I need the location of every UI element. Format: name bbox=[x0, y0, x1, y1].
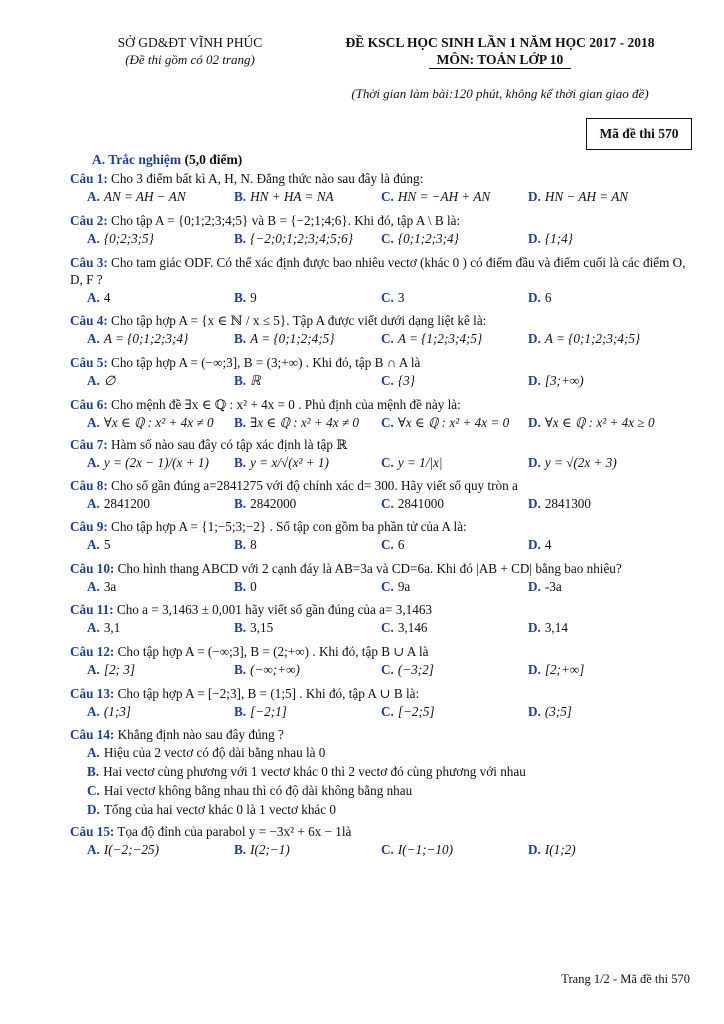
option-letter: B. bbox=[234, 189, 247, 204]
option-text: A = {0;1;2;3;4;5} bbox=[544, 331, 641, 346]
option-letter: C. bbox=[381, 455, 394, 470]
question-label: Câu 3: bbox=[70, 255, 108, 270]
option-text: y = (2x − 1)/(x + 1) bbox=[103, 455, 209, 470]
option-text: 6 bbox=[544, 290, 552, 305]
option-letter: D. bbox=[528, 579, 541, 594]
option-text: A = {0;1;2;4;5} bbox=[250, 331, 335, 346]
option-text: {0;1;2;3;4} bbox=[397, 231, 459, 246]
answer-option-a bbox=[87, 413, 234, 432]
question-stem bbox=[70, 685, 692, 702]
question-stem bbox=[70, 823, 692, 840]
question-2 bbox=[70, 212, 692, 248]
question-14 bbox=[70, 726, 692, 819]
option-letter: D. bbox=[528, 842, 541, 857]
answer-option-c bbox=[381, 535, 528, 554]
answer-option-b bbox=[234, 413, 381, 432]
question-stem bbox=[70, 396, 692, 413]
answer-options bbox=[70, 187, 692, 206]
option-text: [3;+∞) bbox=[544, 373, 584, 388]
option-letter: A. bbox=[87, 331, 100, 346]
question-label: Câu 1: bbox=[70, 171, 108, 186]
option-text: HN − AH = AN bbox=[544, 189, 629, 204]
answer-option-a bbox=[87, 577, 234, 596]
question-label: Câu 4: bbox=[70, 313, 108, 328]
option-text: 9a bbox=[397, 579, 411, 594]
option-text: ∃x ∈ ℚ : x² + 4x ≠ 0 bbox=[250, 415, 359, 430]
question-text: Cho tập hợp A = (−∞;3], B = (3;+∞) . Khi đó, tập B ∩ A là bbox=[107, 355, 421, 370]
question-text: Cho tập hợp A = [−2;3], B = (1;5] . Khi đó, tập A ∪ B là: bbox=[114, 686, 420, 701]
option-text: [−2;5] bbox=[397, 704, 435, 719]
option-text: ∀x ∈ ℚ : x² + 4x ≠ 0 bbox=[103, 415, 214, 430]
option-letter: C. bbox=[381, 331, 394, 346]
answer-options bbox=[70, 840, 692, 859]
question-12 bbox=[70, 643, 692, 679]
option-letter: D. bbox=[528, 455, 541, 470]
answer-option-a bbox=[87, 702, 234, 721]
option-text: I(−1;−10) bbox=[397, 842, 453, 857]
option-text: 5 bbox=[103, 537, 111, 552]
answer-option-a bbox=[87, 187, 234, 206]
answer-options bbox=[70, 743, 692, 819]
option-text: Tổng của hai vectơ khác 0 là 1 vectơ khác 0 bbox=[103, 802, 337, 817]
answer-options bbox=[70, 371, 692, 390]
option-text: 0 bbox=[250, 579, 257, 594]
option-text: A = {1;2;3;4;5} bbox=[397, 331, 483, 346]
option-letter: B. bbox=[234, 415, 247, 430]
answer-option-a bbox=[87, 618, 234, 637]
answer-option-d bbox=[528, 577, 675, 596]
option-letter: B. bbox=[234, 842, 247, 857]
option-letter: D. bbox=[528, 231, 541, 246]
answer-option-b bbox=[234, 288, 381, 307]
question-stem bbox=[70, 254, 692, 288]
question-3 bbox=[70, 254, 692, 307]
question-stem bbox=[70, 477, 692, 494]
answer-option-d bbox=[528, 535, 675, 554]
option-text: 3,14 bbox=[544, 620, 568, 635]
answer-option-d bbox=[528, 494, 675, 513]
answer-options bbox=[70, 494, 692, 513]
answer-options bbox=[70, 229, 692, 248]
option-letter: C. bbox=[381, 373, 394, 388]
answer-options bbox=[70, 413, 692, 432]
option-text: I(2;−1) bbox=[250, 842, 290, 857]
option-text: y = 1/|x| bbox=[397, 455, 443, 470]
option-text: 6 bbox=[397, 537, 405, 552]
option-text: ∅ bbox=[103, 373, 116, 388]
option-text: 3,146 bbox=[397, 620, 428, 635]
option-text: (−∞;+∞) bbox=[250, 662, 300, 677]
question-label: Câu 14: bbox=[70, 727, 115, 742]
option-letter: B. bbox=[234, 290, 247, 305]
option-letter: A. bbox=[87, 189, 100, 204]
question-text: Hàm số nào sau đây có tập xác định là tập ℝ bbox=[107, 437, 348, 452]
option-text: [2;+∞] bbox=[544, 662, 585, 677]
question-1 bbox=[70, 170, 692, 206]
answer-option-b bbox=[234, 453, 381, 472]
answer-option-c bbox=[381, 371, 528, 390]
question-4 bbox=[70, 312, 692, 348]
option-letter: D. bbox=[528, 537, 541, 552]
question-11 bbox=[70, 601, 692, 637]
answer-option-d bbox=[528, 288, 675, 307]
question-5 bbox=[70, 354, 692, 390]
option-text: (1;3] bbox=[103, 704, 131, 719]
option-text: ∀x ∈ ℚ : x² + 4x = 0 bbox=[397, 415, 510, 430]
question-label: Câu 6: bbox=[70, 397, 108, 412]
question-text: Cho tập A = {0;1;2;3;4;5} và B = {−2;1;4;6}. Khi đó, tập A \ B là: bbox=[107, 213, 461, 228]
option-text: -3a bbox=[544, 579, 562, 594]
answer-option-a bbox=[87, 453, 234, 472]
option-text: (−3;2] bbox=[397, 662, 434, 677]
answer-option-c bbox=[381, 840, 528, 859]
option-letter: A. bbox=[87, 373, 100, 388]
answer-option-b bbox=[234, 535, 381, 554]
answer-options bbox=[70, 288, 692, 307]
answer-option-c bbox=[381, 702, 528, 721]
option-letter: A. bbox=[87, 290, 100, 305]
question-7 bbox=[70, 436, 692, 472]
question-text: Cho hình thang ABCD với 2 cạnh đáy là AB=3a và CD=6a. Khi đó |AB + CD| bằng bao nhiêu? bbox=[114, 561, 622, 576]
question-text: Cho 3 điểm bất kì A, H, N. Đẳng thức nào sau đây là đúng: bbox=[107, 171, 424, 186]
option-letter: A. bbox=[87, 842, 100, 857]
question-text: Cho a = 3,1463 ± 0,001 hãy viết số gần đúng của a= 3,1463 bbox=[113, 602, 433, 617]
option-text: Hiệu của 2 vectơ có độ dài bằng nhau là 0 bbox=[103, 745, 326, 760]
answer-option-b bbox=[234, 329, 381, 348]
option-text: [−2;1] bbox=[250, 704, 287, 719]
answer-option-c bbox=[381, 187, 528, 206]
option-letter: B. bbox=[234, 537, 247, 552]
question-text: Tọa độ đỉnh của parabol y = −3x² + 6x − 1là bbox=[114, 824, 352, 839]
answer-option-c bbox=[381, 229, 528, 248]
option-letter: C. bbox=[381, 704, 394, 719]
question-8 bbox=[70, 477, 692, 513]
answer-option-b bbox=[234, 371, 381, 390]
option-letter: B. bbox=[234, 620, 247, 635]
time-note: (Thời gian làm bài:120 phút, không kể thời gian giao đề) bbox=[351, 86, 649, 101]
question-label: Câu 8: bbox=[70, 478, 108, 493]
option-text: 2841000 bbox=[397, 496, 444, 511]
question-text: Cho tập hợp A = {1;−5;3;−2} . Số tập con gồm ba phần tử của A là: bbox=[107, 519, 467, 534]
answer-option-a bbox=[87, 329, 234, 348]
question-stem bbox=[70, 212, 692, 229]
question-stem bbox=[70, 170, 692, 187]
option-text: Hai vectơ không bằng nhau thì có độ dài không bằng nhau bbox=[103, 783, 413, 798]
pages-note: (Đề thi gồm có 02 trang) bbox=[125, 52, 255, 67]
answer-option-a bbox=[87, 660, 234, 679]
option-letter: B. bbox=[234, 231, 247, 246]
question-text: Khẳng định nào sau đây đúng ? bbox=[114, 727, 284, 742]
option-text: {0;2;3;5} bbox=[103, 231, 154, 246]
answer-option-d bbox=[528, 702, 675, 721]
answer-options bbox=[70, 660, 692, 679]
exam-code-box: Mã đề thi 570 bbox=[586, 118, 692, 150]
answer-option-b bbox=[87, 762, 692, 781]
option-letter: C. bbox=[381, 620, 394, 635]
answer-options bbox=[70, 535, 692, 554]
option-letter: D. bbox=[528, 415, 541, 430]
school-name: SỞ GD&ĐT VĨNH PHÚC bbox=[117, 35, 263, 50]
question-text: Cho tập hợp A = (−∞;3], B = (2;+∞) . Khi đó, tập B ∪ A là bbox=[114, 644, 429, 659]
question-label: Câu 5: bbox=[70, 355, 108, 370]
answer-option-b bbox=[234, 660, 381, 679]
header-right bbox=[325, 34, 675, 68]
question-label: Câu 2: bbox=[70, 213, 108, 228]
answer-option-a bbox=[87, 371, 234, 390]
option-text: A = {0;1;2;3;4} bbox=[103, 331, 189, 346]
question-stem bbox=[70, 436, 692, 453]
option-text: (3;5] bbox=[544, 704, 572, 719]
answer-option-a bbox=[87, 840, 234, 859]
answer-option-c bbox=[381, 618, 528, 637]
option-letter: C. bbox=[381, 579, 394, 594]
option-text: 3 bbox=[397, 290, 405, 305]
question-text: Cho tam giác ODF. Có thể xác định được bao nhiêu vectơ (khác 0 ) có điểm đầu và điểm cuối là các điểm O, D, F ? bbox=[70, 255, 686, 287]
option-letter: D. bbox=[87, 802, 100, 817]
option-letter: C. bbox=[87, 783, 100, 798]
question-stem bbox=[70, 354, 692, 371]
question-label: Câu 13: bbox=[70, 686, 115, 701]
question-label: Câu 12: bbox=[70, 644, 115, 659]
question-label: Câu 11: bbox=[70, 602, 114, 617]
option-text: 4 bbox=[103, 290, 111, 305]
page-footer: Trang 1/2 - Mã đề thi 570 bbox=[561, 972, 690, 986]
option-text: y = x/√(x² + 1) bbox=[250, 455, 329, 470]
answer-option-d bbox=[528, 229, 675, 248]
question-label: Câu 7: bbox=[70, 437, 108, 452]
answer-option-a bbox=[87, 229, 234, 248]
answer-options bbox=[70, 577, 692, 596]
option-text: 9 bbox=[250, 290, 257, 305]
option-letter: D. bbox=[528, 189, 541, 204]
option-text: 8 bbox=[250, 537, 257, 552]
option-text: HN + HA = NA bbox=[250, 189, 334, 204]
option-letter: C. bbox=[381, 842, 394, 857]
question-10 bbox=[70, 560, 692, 596]
answer-option-b bbox=[234, 187, 381, 206]
question-9 bbox=[70, 518, 692, 554]
option-letter: D. bbox=[528, 331, 541, 346]
question-6 bbox=[70, 396, 692, 432]
answer-option-c bbox=[381, 577, 528, 596]
option-letter: D. bbox=[528, 662, 541, 677]
question-list bbox=[70, 170, 692, 859]
option-text: I(1;2) bbox=[544, 842, 576, 857]
question-13 bbox=[70, 685, 692, 721]
answer-option-c bbox=[381, 413, 528, 432]
option-text: HN = −AH + AN bbox=[397, 189, 491, 204]
option-text: AN = AH − AN bbox=[103, 189, 186, 204]
option-letter: D. bbox=[528, 290, 541, 305]
answer-option-d bbox=[528, 187, 675, 206]
option-letter: A. bbox=[87, 662, 100, 677]
option-text: I(−2;−25) bbox=[103, 842, 159, 857]
option-text: 3,1 bbox=[103, 620, 121, 635]
answer-option-b bbox=[234, 618, 381, 637]
option-text: y = √(2x + 3) bbox=[544, 455, 617, 470]
answer-option-d bbox=[528, 618, 675, 637]
answer-option-d bbox=[528, 453, 675, 472]
option-text: 3,15 bbox=[250, 620, 274, 635]
option-text: 2842000 bbox=[250, 496, 297, 511]
option-text: 2841300 bbox=[544, 496, 591, 511]
option-letter: A. bbox=[87, 579, 100, 594]
option-letter: B. bbox=[87, 764, 100, 779]
option-letter: A. bbox=[87, 455, 100, 470]
answer-option-d bbox=[528, 371, 675, 390]
option-letter: B. bbox=[234, 331, 247, 346]
header-left bbox=[70, 34, 310, 68]
answer-option-d bbox=[87, 800, 692, 819]
option-text: ∀x ∈ ℚ : x² + 4x ≥ 0 bbox=[544, 415, 655, 430]
answer-option-a bbox=[87, 288, 234, 307]
question-stem bbox=[70, 518, 692, 535]
answer-option-c bbox=[381, 453, 528, 472]
option-letter: B. bbox=[234, 662, 247, 677]
option-text: {1;4} bbox=[544, 231, 573, 246]
answer-option-d bbox=[528, 329, 675, 348]
answer-option-b bbox=[234, 577, 381, 596]
answer-option-d bbox=[528, 660, 675, 679]
option-letter: D. bbox=[528, 373, 541, 388]
option-text: ℝ bbox=[250, 373, 261, 388]
exam-title: ĐỀ KSCL HỌC SINH LẦN 1 NĂM HỌC 2017 - 2018 bbox=[345, 35, 655, 50]
option-letter: A. bbox=[87, 231, 100, 246]
option-letter: A. bbox=[87, 620, 100, 635]
answer-option-c bbox=[381, 660, 528, 679]
answer-options bbox=[70, 618, 692, 637]
option-letter: C. bbox=[381, 537, 394, 552]
answer-option-c bbox=[381, 288, 528, 307]
answer-options bbox=[70, 329, 692, 348]
option-letter: A. bbox=[87, 415, 100, 430]
question-stem bbox=[70, 312, 692, 329]
answer-option-c bbox=[87, 781, 692, 800]
option-letter: D. bbox=[528, 496, 541, 511]
answer-options bbox=[70, 453, 692, 472]
question-label: Câu 9: bbox=[70, 519, 108, 534]
option-text: [2; 3] bbox=[103, 662, 135, 677]
question-15 bbox=[70, 823, 692, 859]
option-text: 2841200 bbox=[103, 496, 150, 511]
section-heading bbox=[92, 152, 242, 168]
answer-options bbox=[70, 702, 692, 721]
answer-option-a bbox=[87, 535, 234, 554]
option-text: {3} bbox=[397, 373, 415, 388]
section-title: A. Trắc nghiệm bbox=[92, 152, 182, 167]
question-label: Câu 10: bbox=[70, 561, 115, 576]
question-text: Cho số gần đúng a=2841275 với độ chính xác d= 300. Hãy viết số quy tròn a bbox=[107, 478, 518, 493]
exam-subject: MÔN: TOÁN LỚP 10 bbox=[429, 52, 572, 69]
answer-option-b bbox=[234, 494, 381, 513]
option-letter: D. bbox=[528, 620, 541, 635]
option-letter: C. bbox=[381, 662, 394, 677]
option-letter: B. bbox=[234, 579, 247, 594]
option-text: 4 bbox=[544, 537, 552, 552]
option-letter: A. bbox=[87, 745, 100, 760]
question-stem bbox=[70, 601, 692, 618]
answer-option-a bbox=[87, 494, 234, 513]
answer-option-b bbox=[234, 702, 381, 721]
option-letter: A. bbox=[87, 496, 100, 511]
section-points: (5,0 điểm) bbox=[184, 152, 243, 167]
question-stem bbox=[70, 643, 692, 660]
option-letter: B. bbox=[234, 455, 247, 470]
option-text: Hai vectơ cùng phương với 1 vectơ khác 0 thì 2 vectơ đó cùng phương với nhau bbox=[103, 764, 526, 779]
option-letter: B. bbox=[234, 704, 247, 719]
option-letter: C. bbox=[381, 415, 394, 430]
option-letter: B. bbox=[234, 496, 247, 511]
option-letter: A. bbox=[87, 537, 100, 552]
question-label: Câu 15: bbox=[70, 824, 115, 839]
option-letter: C. bbox=[381, 496, 394, 511]
answer-option-c bbox=[381, 494, 528, 513]
option-letter: A. bbox=[87, 704, 100, 719]
question-text: Cho tập hợp A = {x ∈ ℕ / x ≤ 5}. Tập A được viết dưới dạng liệt kê là: bbox=[107, 313, 487, 328]
option-letter: C. bbox=[381, 290, 394, 305]
option-letter: C. bbox=[381, 231, 394, 246]
option-letter: B. bbox=[234, 373, 247, 388]
option-text: {−2;0;1;2;3;4;5;6} bbox=[250, 231, 354, 246]
answer-option-d bbox=[528, 840, 675, 859]
answer-option-a bbox=[87, 743, 692, 762]
answer-option-c bbox=[381, 329, 528, 348]
question-text: Cho mệnh đề ∃x ∈ ℚ : x² + 4x = 0 . Phủ định của mệnh đề này là: bbox=[107, 397, 461, 412]
question-stem bbox=[70, 560, 692, 577]
answer-option-b bbox=[234, 229, 381, 248]
answer-option-d bbox=[528, 413, 675, 432]
question-stem bbox=[70, 726, 692, 743]
answer-option-b bbox=[234, 840, 381, 859]
option-letter: C. bbox=[381, 189, 394, 204]
option-text: 3a bbox=[103, 579, 117, 594]
option-letter: D. bbox=[528, 704, 541, 719]
